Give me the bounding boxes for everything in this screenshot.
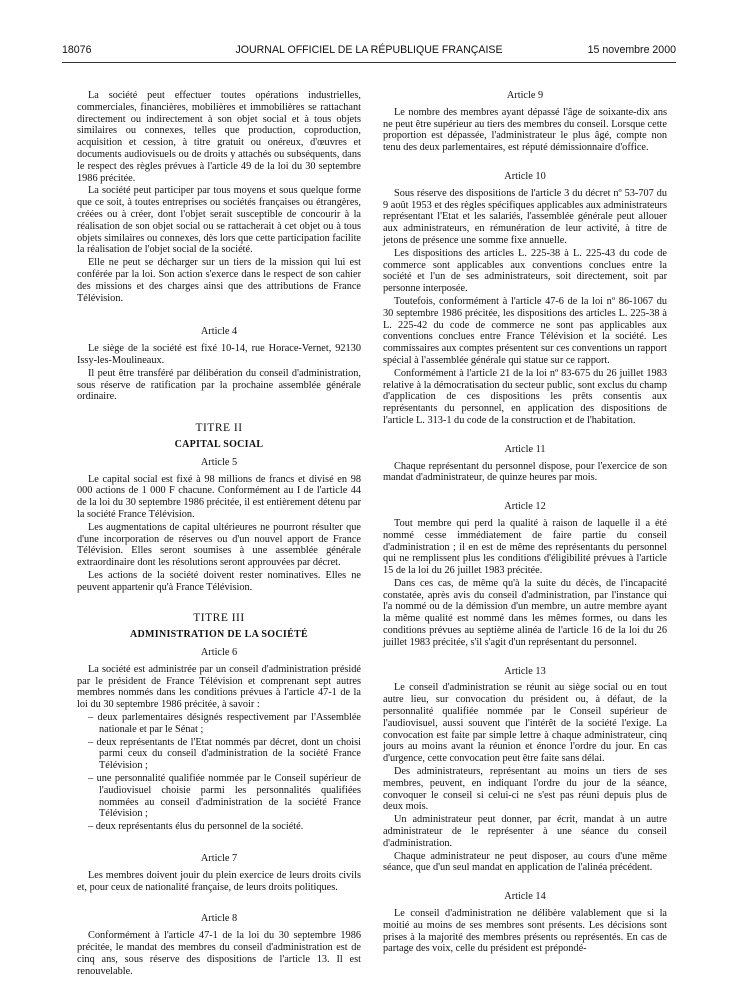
titre-subheading: ADMINISTRATION DE LA SOCIÉTÉ [130, 629, 308, 641]
paragraph: Chaque administrateur ne peut disposer, au cours d'une même séance, que d'un seul mandat en application de l'alinéa précédent. [383, 850, 667, 874]
list-item: – une personnalité qualifiée nommée par le Conseil supérieur de l'audiovisuel choisie parmi les personnalités qualifiées nommées au conseil d'administration de la société France Télévision ; [88, 773, 361, 820]
paragraph: Chaque représentant du personnel dispose, pour l'exercice de son mandat d'administrateur, de quinze heures par mois. [383, 460, 667, 484]
paragraph: La société peut effectuer toutes opérations industrielles, commerciales, financières, mobilières et immobilières se rattachant directement ou indirectement à son objet social et à tous objets similaires ou connexes, telles que production, coproduction, acquisition et cession, à titre gratuit ou onéreux, d'œuvres et documents audiovisuels ou de droits y attachés ou subséquents, dans le respect des règles prévues à l'article 49 de la loi du 30 septembre 1986 précitée. [77, 90, 361, 184]
article-heading: Article 7 [200, 853, 238, 865]
member-list [77, 712, 361, 833]
article-heading: Article 6 [200, 647, 238, 659]
list-item: – deux parlementaires désignés respectivement par l'Assemblée nationale et par le Sénat ; [88, 712, 361, 735]
list-item: – deux représentants élus du personnel de la société. [88, 821, 304, 833]
paragraph: Un administrateur peut donner, par écrit, mandat à un autre administrateur de le représenter à une séance du conseil d'administration. [383, 814, 667, 849]
list-item: – deux représentants de l'Etat nommés par décret, dont un choisi parmi ceux du conseil d'administration de la société France Télévision ; [88, 736, 361, 772]
paragraph: Conformément à l'article 47-1 de la loi du 30 septembre 1986 précitée, le mandat des membres du conseil d'administration est de cinq ans, sous réserve des dispositions de l'article 13. Il est renouvelable. [77, 930, 361, 977]
paragraph: La société peut participer par tous moyens et sous quelque forme que ce soit, à toutes entreprises ou sociétés françaises ou étrangères, créées ou à créer, dont l'objet serait susceptible de concourir à la réalisation de son objet social ou se rattacherait à cet objet ou à tous objets similaires ou connexes, dès lors que cette participation facilite la réalisation de l'objet social de la société. [77, 185, 361, 256]
article-heading: Article 10 [504, 170, 546, 182]
paragraph: Le conseil d'administration ne délibère valablement que si la moitié au moins de ses membres sont présents. Les décisions sont prises à la majorité des membres présents ou représentés. En cas de partage des voix, celle du président est prépondé- [383, 908, 667, 955]
paragraph: Elle ne peut se décharger sur un tiers de la mission qui lui est conférée par la loi. Son action s'exerce dans le respect de son cahier des missions et des charges ainsi que des attributions de France Télévision. [77, 257, 361, 304]
paragraph: Le nombre des membres ayant dépassé l'âge de soixante-dix ans ne peut être supérieur au tiers des membres du conseil. Lorsque cette proportion est dépassée, l'administrateur le plus âgé, compte non tenu des deux parlementaires, est réputé démissionnaire d'office. [383, 106, 667, 154]
publication-date: 15 novembre 2000 [587, 44, 676, 56]
paragraph: La société est administrée par un conseil d'administration présidé par le président de France Télévision et comprenant sept autres membres nommés dans les conditions prévues à l'article 47-1 de la loi du 30 septembre 1986 précitée, à savoir : [77, 663, 361, 711]
article-heading: Article 13 [504, 665, 546, 677]
paragraph: Il peut être transféré par délibération du conseil d'administration, sous réserve de ratification par la prochaine assemblée générale ordinaire. [77, 367, 361, 403]
right-column [383, 90, 667, 956]
journal-title: JOURNAL OFFICIEL DE LA RÉPUBLIQUE FRANÇAISE [235, 44, 503, 56]
article-heading: Article 9 [506, 90, 544, 101]
titre-subheading: CAPITAL SOCIAL [174, 438, 264, 450]
article-heading: Article 11 [504, 443, 546, 455]
left-column [77, 90, 361, 978]
paragraph: Le capital social est fixé à 98 millions de francs et divisé en 98 000 actions de 1 000 F chacune. Conformément au I de l'article 44 de la loi du 30 septembre 1986 précitée, il est entièrement détenu par la société France Télévision. [77, 473, 361, 520]
paragraph: Le siège de la société est fixé 10-14, rue Horace-Vernet, 92130 Issy-les-Moulineaux. [77, 343, 361, 366]
paragraph: Sous réserve des dispositions de l'article 3 du décret nº 53-707 du 9 août 1953 et des règles spécifiques applicables aux administrateurs représentant l'Etat et les salariés, l'assemblée générale peut allouer aux administrateurs, en rémunération de leur activité, à titre de jetons de présence une somme fixe annuelle. [383, 187, 667, 246]
header-rule [62, 62, 676, 63]
article-heading: Article 14 [504, 891, 546, 903]
page-header [62, 44, 676, 58]
titre-heading: TITRE III [193, 612, 245, 625]
paragraph: Tout membre qui perd la qualité à raison de laquelle il a été nommé cesse immédiatement de faire partie du conseil d'administration ; il en est de même des représentants du personnel qui ne remplissent plus les conditions d'éligibilité prévues à l'article 15 de la loi du 26 juillet 1983 précitée. [383, 517, 667, 577]
titre-heading: TITRE II [195, 422, 243, 435]
article-heading: Article 4 [200, 326, 238, 338]
paragraph: Les augmentations de capital ultérieures ne pourront résulter que d'une incorporation de réserves ou d'un nouvel apport de France Télévision. Elles seront soumises à une assemblée générale extraordinaire dont les résolutions seront approuvées par décret. [77, 521, 361, 569]
paragraph: Les actions de la société doivent rester nominatives. Elles ne peuvent appartenir qu'à France Télévision. [77, 569, 361, 593]
article-heading: Article 12 [504, 501, 546, 513]
paragraph: Le conseil d'administration se réunit au siège social ou en tout autre lieu, sur convocation du président ou, à défaut, de la personnalité qualifiée nommée par le Conseil supérieur de l'audiovisuel, aussi souvent que l'intérêt de la société l'exige. La convocation est faite par simple lettre à chaque administrateur, cinq jours au moins avant la réunion et énonce l'ordre du jour. En cas d'urgence, cette convocation peut être faite sans délai. [383, 682, 667, 765]
paragraph: Des administrateurs, représentant au moins un tiers de ses membres, peuvent, en indiquant l'ordre du jour de la séance, convoquer le conseil si celui-ci ne s'est pas réuni depuis plus de deux mois. [383, 766, 667, 813]
paragraph: Dans ces cas, de même qu'à la suite du décès, de l'incapacité constatée, après avis du conseil d'administration, par l'instance qui l'a nommé ou de la démission d'un membre, un autre membre ayant la même qualité est nommé dans les mêmes formes, ou dans les conditions prévues au septième alinéa de l'article 16 de la loi du 26 juillet 1983 précitée, s'il s'agit d'un représentant du personnel. [383, 577, 667, 648]
article-heading: Article 8 [200, 913, 238, 925]
paragraph: Les dispositions des articles L. 225-38 à L. 225-43 du code de commerce sont applicables aux conventions conclues entre la société et l'un de ses administrateurs, soit directement, soit par personne interposée. [383, 247, 667, 295]
paragraph: Toutefois, conformément à l'article 47-6 de la loi nº 86-1067 du 30 septembre 1986 précitée, les dispositions des articles L. 225-38 à L. 225-42 du code de commerce ne sont pas applicables aux conventions conclues entre France Télévision et la société. Les commissaires aux comptes présentent sur ces conventions un rapport spécial à l'assemblée générale qui statue sur ce rapport. [383, 295, 667, 366]
paragraph: Conformément à l'article 21 de la loi nº 83-675 du 26 juillet 1983 relative à la démocratisation du secteur public, sont exclus du champ d'application de ces dispositions les prêts consentis aux représentants du personnel, en application des dispositions de l'article L. 313-1 du code de la construction et de l'habitation. [383, 367, 667, 426]
article-heading: Article 5 [200, 456, 238, 468]
paragraph: Les membres doivent jouir du plein exercice de leurs droits civils et, pour ceux de nationalité française, de leurs droits politiques. [77, 869, 361, 893]
page-number: 18076 [62, 44, 92, 56]
